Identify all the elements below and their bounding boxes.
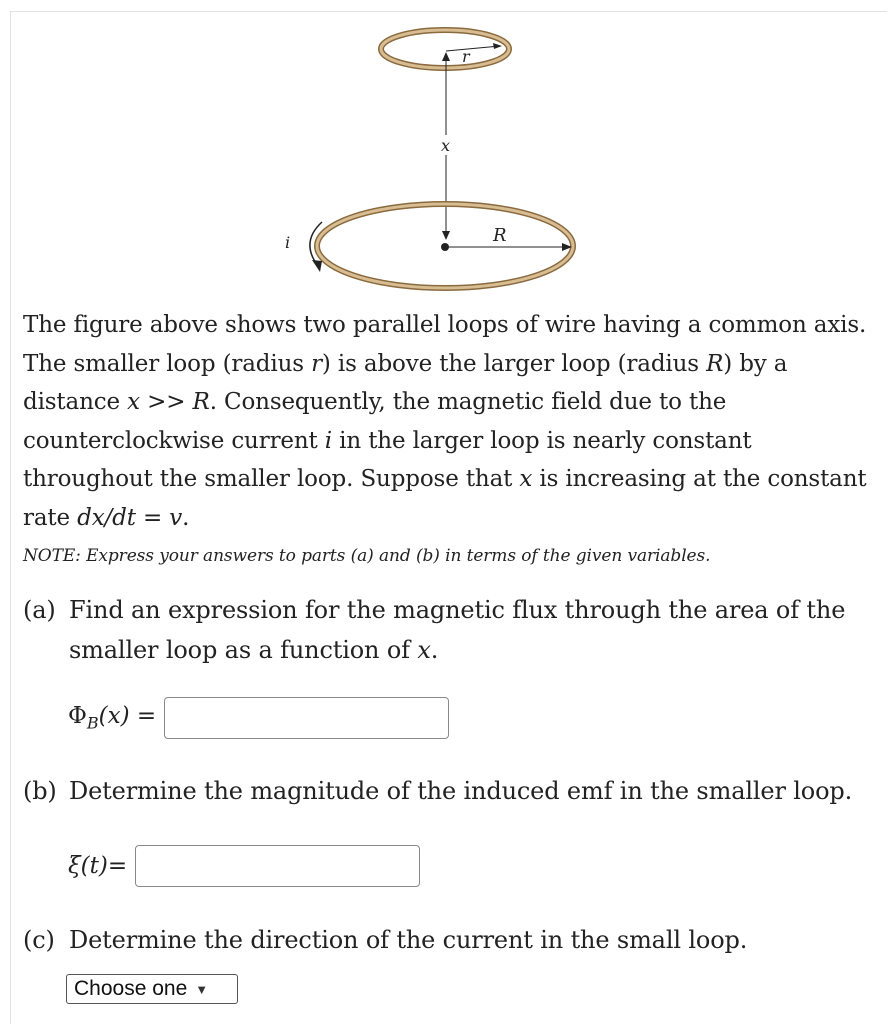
emf-input[interactable] [135,845,420,887]
label-x: x [441,136,451,155]
part-c [23,920,883,960]
part-c-letter: (c) [23,926,55,954]
small-radius-line [446,46,500,51]
two-loops-figure [0,0,887,300]
emf-answer-row [68,845,420,887]
flux-input[interactable] [164,697,449,739]
axis-arrowhead-up [442,52,450,61]
direction-select-value: Choose one [74,977,188,1000]
label-R: R [493,225,507,246]
label-i: i [285,233,291,252]
part-a [23,590,883,670]
current-arrowhead [312,260,322,272]
chevron-down-icon: ▼ [195,981,209,997]
direction-select[interactable] [66,974,238,1004]
part-a-text: Find an expression for the magnetic flux through the area of the [69,596,846,624]
part-b [23,771,883,811]
part-c-text: Determine the direction of the current in the small loop. [69,926,748,954]
flux-label: $\Phi_B(x)$ = [68,703,157,733]
emf-label: ξ(t) [68,853,108,879]
note-text: NOTE: Express your answers to parts (a) and (b) in terms of the given variables. [23,546,711,566]
problem-statement: The figure above shows two parallel loops of wire having a common axis. The smaller loop (radius r) is above the larger loop (radius R) by a distance x >> R. Consequently, the magnetic field due to the counterclockwise current i in the larger loop is nearly constant throughout the smaller loop. Suppose that x is increasing at the constant rate dx/dt = v. [23,312,867,531]
part-b-letter: (b) [23,777,57,805]
part-a-letter: (a) [23,596,56,624]
label-r: r [462,47,470,66]
part-a-text-cont: smaller loop as a function of x. [69,636,439,664]
flux-answer-row [68,697,449,739]
small-radius-arrowhead [493,43,502,49]
part-b-text: Determine the magnitude of the induced emf in the smaller loop. [69,777,853,805]
emf-eq: = [107,853,128,879]
axis-arrowhead-down [442,231,450,240]
